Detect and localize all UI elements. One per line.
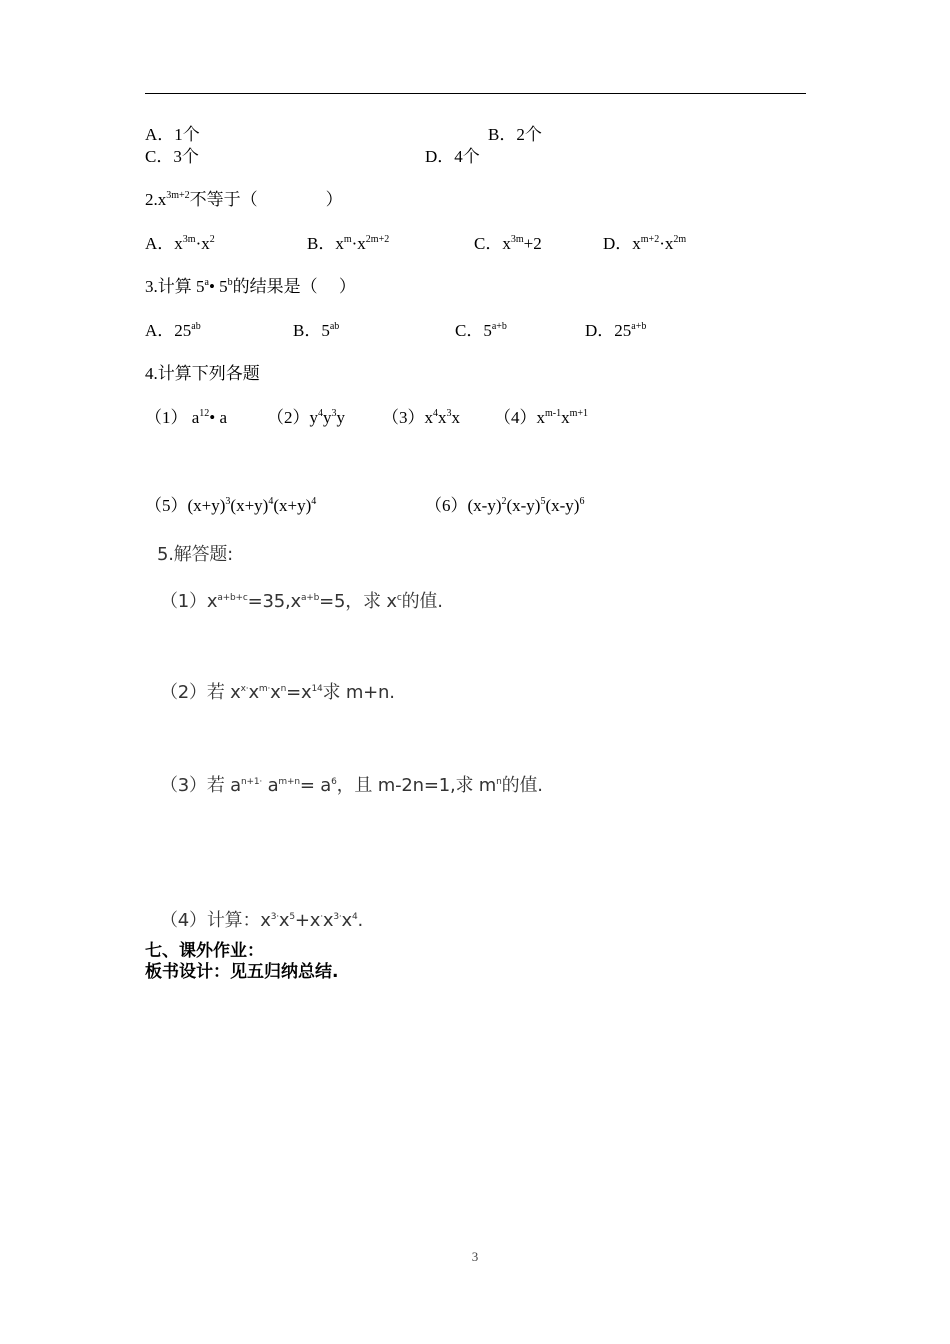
q4-title: 4.计算下列各题 <box>145 364 260 383</box>
q2-option-a: A．$x^{3m}\cdot x^2$ <box>145 234 215 253</box>
q3-option-d: D．$25^{a+b}$ <box>585 321 647 340</box>
q4-part-1: （1） $a^{12}•$ a <box>145 408 228 427</box>
q5-sub-3: （3）若 $a^{n+1\cdot}$ $a^{m+n}= a^6$，且 m-2n=1,求 $m^n$的值. <box>160 775 543 796</box>
q3-option-c: C．$5^{a+b}$ <box>455 321 507 340</box>
q2-option-d: D．$x^{m+2}\cdot x^{2m}$ <box>603 234 687 253</box>
q2-stem: $2.x^{3m+2}$不等于（ ） <box>145 190 343 209</box>
q1-option-d: D．4个 <box>425 147 480 166</box>
q5-sub-2: （2）若 $x^{x\cdot}x^{m\cdot}x^n=x^{14}$求 m+n. <box>160 682 395 703</box>
q4-part-4: $(4)x^{m-1}x^{m+1}$ <box>494 408 589 427</box>
q1-option-a: A．1个 <box>145 125 200 144</box>
board-design: 板书设计：见五归纳总结. <box>145 962 339 982</box>
q5-sub-1: $(1)x^{a+b+c}=35,x^{a+b}=5$，求 $x^c$的值. <box>160 591 443 612</box>
q3-option-a: A．$25^{ab}$ <box>145 321 201 340</box>
q2-option-b: B．$x^m\cdot x^{2m+2}$ <box>307 234 390 253</box>
q5-title: 5.解答题: <box>157 544 234 565</box>
q2-option-c: C．$x^{3m}+2$ <box>474 234 542 253</box>
q5-sub-4: （4）计算：$x^{3\cdot}x^5+x^\cdot x^{3\cdot}x^4$. <box>160 910 364 931</box>
q3-stem: 3.计算 5$^a$• 5$^b$的结果是（ ） <box>145 277 356 296</box>
q3-option-b: B．$5^{ab}$ <box>293 321 340 340</box>
header-rule <box>145 93 806 94</box>
q4-part-2: $(2)y^4y^3y$ <box>267 408 345 427</box>
q1-option-b: B．2个 <box>488 125 542 144</box>
q4-part-6: $(6)(x-y)^2(x-y)^5(x-y)^6$ <box>425 496 585 515</box>
q1-option-c: C．3个 <box>145 147 199 166</box>
q4-part-3: $(3)x^4x^3x$ <box>382 408 460 427</box>
page-number: 3 <box>471 1249 479 1264</box>
q4-part-5: $(5)(x+y)^3(x+y)^4(x+y)^4$ <box>145 496 317 515</box>
section-7-heading: 七、课外作业： <box>145 941 264 961</box>
